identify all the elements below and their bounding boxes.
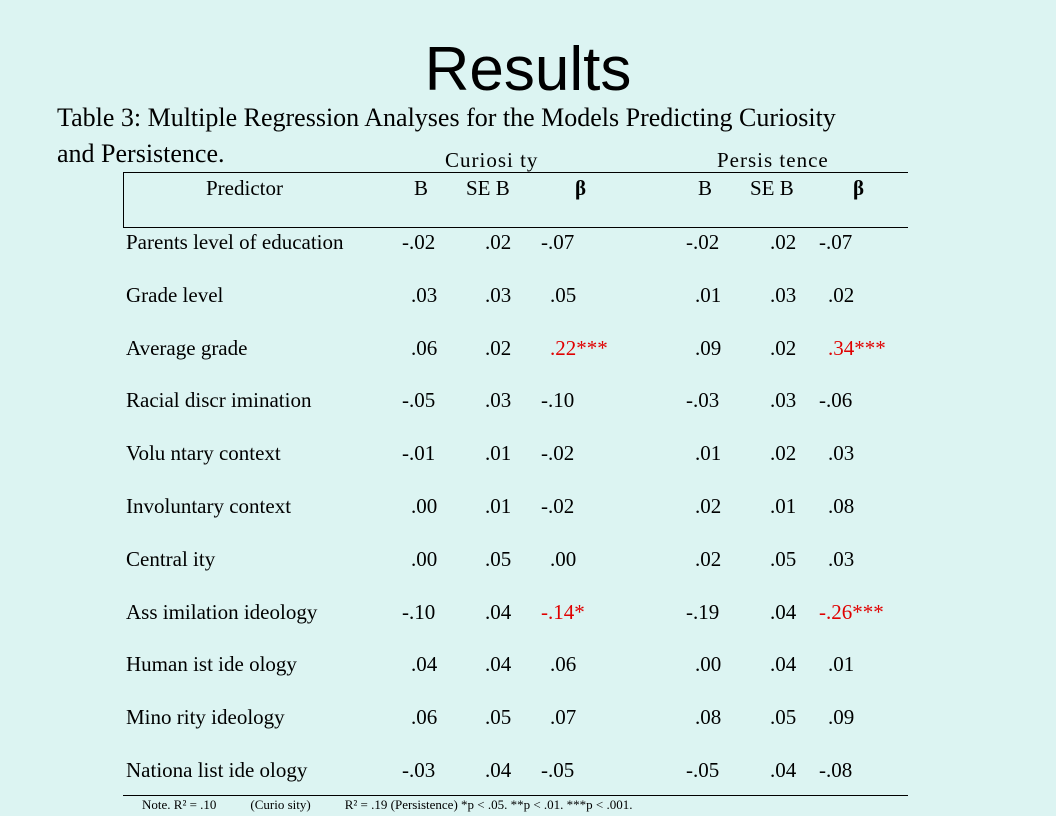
cell-seb-persistence: .02 [770,441,797,466]
cell-b-persistence: .02 [695,494,722,518]
cell-beta-curiosity: -.10 [541,388,575,413]
cell-seb-persistence: .05 [770,546,797,571]
cell-beta-persistence: -.26*** [819,599,884,624]
cell-beta-persistence: -.07 [819,230,853,254]
table-caption: Table 3: Multiple Regression Analyses for the Models Predicting Curiosity and Persistence. [57,103,836,168]
cell-b-curiosity: .00 [411,546,438,571]
cell-predictor: Parents level of education [126,230,344,254]
cell-seb-persistence: .05 [770,705,797,730]
cell-b-persistence: -.19 [686,599,720,624]
cell-predictor: Nationa list ide ology [126,758,308,782]
cell-beta-persistence: .03 [828,441,855,466]
cell-beta-persistence: .02 [828,282,855,307]
cell-b-curiosity: -.02 [402,230,436,254]
cell-beta-curiosity: .00 [550,546,577,571]
cell-seb-persistence: .04 [770,758,797,782]
cell-predictor: Central ity [126,546,216,571]
cell-seb-persistence: .04 [770,652,797,677]
cell-b-curiosity: -.05 [402,388,436,413]
cell-b-persistence: .01 [695,282,722,307]
header-seb-curiosity: SE B [466,176,510,200]
table-bottom-rule [123,795,908,796]
cell-beta-curiosity: .05 [550,282,577,307]
cell-b-persistence: -.05 [686,758,720,782]
cell-b-persistence: .08 [695,705,722,730]
cell-b-curiosity: .06 [411,705,438,730]
cell-beta-persistence: .09 [828,705,855,730]
cell-seb-curiosity: .04 [485,758,512,782]
cell-b-curiosity: -.01 [402,441,436,466]
cell-seb-curiosity: .03 [485,388,512,413]
cell-seb-curiosity: .01 [485,494,512,518]
cell-predictor: Involuntary context [126,494,292,518]
cell-seb-curiosity: .05 [485,546,512,571]
header-predictor: Predictor [206,176,283,200]
cell-predictor: Human ist ide ology [126,652,297,677]
cell-b-persistence: .09 [695,335,722,360]
cell-predictor: Volu ntary context [126,441,281,466]
cell-seb-curiosity: .04 [485,599,512,624]
cell-b-curiosity: .04 [411,652,438,677]
cell-seb-curiosity: .04 [485,652,512,677]
cell-seb-curiosity: .02 [485,230,512,254]
cell-b-curiosity: -.03 [402,758,436,782]
cell-b-persistence: .02 [695,546,722,571]
cell-seb-curiosity: .02 [485,335,512,360]
cell-predictor: Racial discr imination [126,388,312,413]
cell-beta-curiosity: -.02 [541,494,575,518]
cell-seb-persistence: .04 [770,599,797,624]
cell-seb-persistence: .02 [770,230,797,254]
cell-seb-curiosity: .01 [485,441,512,466]
cell-beta-persistence: .01 [828,652,855,677]
cell-predictor: Grade level [126,282,224,307]
cell-beta-curiosity: -.02 [541,441,575,466]
group-header-curiosity: Curiosi ty [445,148,539,172]
table-top-rule [123,172,908,173]
cell-beta-persistence: .03 [828,546,855,571]
header-beta-persistence: β [853,176,865,200]
cell-b-curiosity: .00 [411,494,438,518]
cell-seb-curiosity: .03 [485,282,512,307]
cell-beta-persistence: .08 [828,494,855,518]
header-b-curiosity: B [414,176,429,200]
note-r2-curiosity: Note. R² = .10 [142,797,217,812]
cell-seb-persistence: .03 [770,282,797,307]
cell-beta-persistence: -.08 [819,758,853,782]
cell-predictor: Ass imilation ideology [126,599,318,624]
cell-b-persistence: .00 [695,652,722,677]
cell-beta-curiosity: -.05 [541,758,575,782]
header-seb-persistence: SE B [750,176,794,200]
group-header-persistence: Persis tence [717,148,829,172]
table-header-rule [123,227,908,228]
table-note [142,797,667,813]
cell-beta-curiosity: -.14* [541,599,585,624]
cell-predictor: Mino rity ideology [126,705,285,730]
header-beta-curiosity: β [575,176,587,200]
cell-predictor: Average grade [126,335,248,360]
cell-beta-persistence: .34*** [828,335,886,360]
cell-beta-curiosity: .06 [550,652,577,677]
cell-beta-curiosity: -.07 [541,230,575,254]
cell-b-persistence: .01 [695,441,722,466]
cell-b-curiosity: .03 [411,282,438,307]
cell-beta-persistence: -.06 [819,388,853,413]
slide-title: Results [424,35,632,104]
cell-seb-persistence: .02 [770,335,797,360]
note-r2-persistence: R² = .19 (Persistence) *p < .05. **p < .01. ***p < .001. [344,797,633,812]
cell-seb-persistence: .03 [770,388,797,413]
header-b-persistence: B [698,176,713,200]
cell-b-curiosity: .06 [411,335,438,360]
cell-beta-curiosity: .22*** [550,335,608,360]
cell-beta-curiosity: .07 [550,705,577,730]
cell-b-curiosity: -.10 [402,599,436,624]
cell-seb-curiosity: .05 [485,705,512,730]
cell-b-persistence: -.03 [686,388,720,413]
cell-seb-persistence: .01 [770,494,797,518]
cell-b-persistence: -.02 [686,230,720,254]
table-left-rule [123,172,124,227]
note-curiosity-label: (Curio sity) [250,797,311,812]
